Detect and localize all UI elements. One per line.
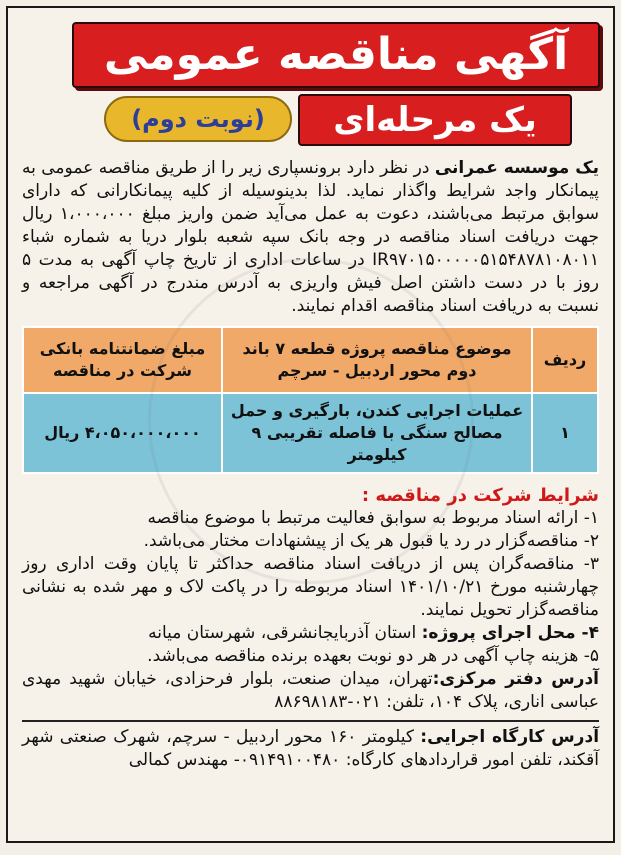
- tender-notice: [6, 6, 615, 843]
- conditions-title: شرایط شرکت در مناقصه :: [361, 485, 599, 506]
- tender-table: [22, 326, 599, 474]
- condition-item: ۳- مناقصه‌گران پس از دریافت اسناد مناقصه حداکثر تا پایان وقت اداری روز چهارشنبه مورخ ۱۴۰۱/۱۰/۲۱ اسناد مربوطه را در پاکت لاک و مهر شده به نشانی مناقصه‌گزار تحویل نمایند.: [22, 554, 600, 620]
- notice-title-banner: آگهی مناقصه عمومی: [72, 22, 600, 88]
- header-row-number: ردیف: [532, 327, 598, 393]
- round-badge: (نوبت دوم): [104, 96, 292, 142]
- location-value: استان آذربایجانشرقی، شهرستان میانه: [148, 623, 422, 643]
- office-label: آدرس دفتر مرکزی:: [432, 669, 599, 689]
- condition-item: ۱- ارائه اسناد مربوط به سوابق فعالیت مرتبط با موضوع مناقصه: [147, 508, 599, 528]
- intro-text: در نظر دارد برونسپاری زیر را از طریق مناقصه عمومی به پیمانکار واجد شرایط واگذار نماید. لذا بدینوسیله از کلیه پیمانکارانی که دارای سوابق مرتبط می‌باشند، دعوت به عمل می‌آید ضمن واریز مبلغ ۱،۰۰۰،۰۰۰ ریال جهت دریافت اسناد مناقصه در وجه بانک سپه شعبه بلوار دریا به شماره شباء IR۹۷۰۱۵۰۰۰۰۰۵۱۵۴۸۷۸۱۰۸۰۱۱ در ساعات اداری از تاریخ چاپ آگهی به مدت ۵ روز با در دست داشتن اصل فیش واریزی به آدرس مندرج در آگهی مراجعه و نسبت به دریافت اسناد مناقصه اقدام نمایند.: [22, 158, 599, 316]
- location-label: ۴- محل اجرای پروژه:: [421, 623, 599, 643]
- header-subject: موضوع مناقصه پروژه قطعه ۷ باند دوم محور اردبیل - سرچم: [222, 327, 532, 393]
- site-address: [22, 726, 599, 772]
- conditions-section: [8, 484, 613, 772]
- cell-guarantee: ۴،۰۵۰،۰۰۰،۰۰۰ ریال: [23, 393, 222, 473]
- condition-location: [22, 622, 599, 645]
- office-address: [22, 668, 599, 714]
- site-value: کیلومتر ۱۶۰ محور اردبیل - سرچم، شهرک صنعتی شهر آقکند، تلفن امور قراردادهای کارگاه: ۰۹۱۴۹۱۰۰۴۸۰- مهندس کمالی: [22, 727, 599, 770]
- cell-subject: عملیات اجرایی کندن، بارگیری و حمل مصالح سنگی با فاصله تقریبی ۹ کیلومتر: [222, 393, 532, 473]
- header: [8, 8, 613, 153]
- condition-item: ۲- مناقصه‌گزار در رد یا قبول هر یک از پیشنهادات مختار می‌باشد.: [143, 531, 599, 551]
- subtitle-row: [104, 94, 572, 144]
- cell-row-number: ۱: [532, 393, 598, 473]
- table-row: [23, 393, 598, 473]
- intro-paragraph: [8, 157, 613, 318]
- office-value: تهران، میدان صنعت، بلوار فرحزادی، خیابان شهید مهدی عباسی اناری، پلاک ۱۰۴، تلفن: ۰۲۱-۸۸۶۹۸۱۸۳: [22, 669, 599, 712]
- table-header-row: [23, 327, 598, 393]
- company-name: یک موسسه عمرانی: [434, 158, 599, 178]
- notice-subtitle-banner: یک مرحله‌ای: [298, 94, 572, 146]
- header-guarantee: مبلغ ضمانتنامه بانکی شرکت در مناقصه: [23, 327, 222, 393]
- site-label: آدرس کارگاه اجرایی:: [420, 727, 600, 747]
- condition-item: ۵- هزینه چاپ آگهی در هر دو نوبت بعهده برنده مناقصه می‌باشد.: [147, 646, 599, 666]
- divider: [22, 720, 599, 722]
